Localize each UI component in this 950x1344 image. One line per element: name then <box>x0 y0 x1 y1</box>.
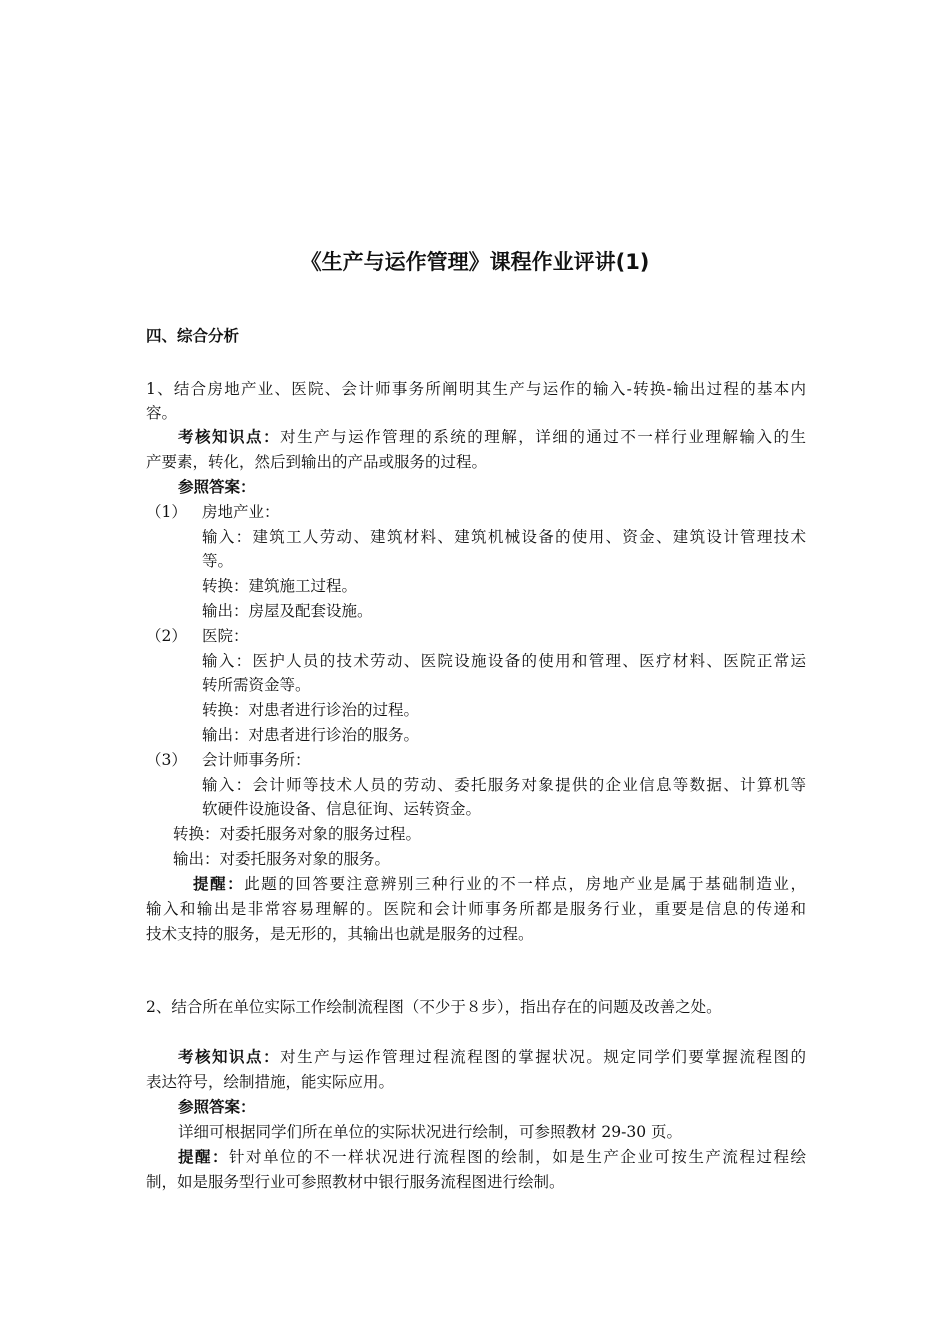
q1-item-1-input-line-1: 输入：建筑工人劳动、建筑材料、建筑机械设备的使用、资金、建筑设计管理技术 <box>202 528 806 546</box>
q1-item-2-name: 医院： <box>202 627 249 645</box>
q1-tip-text: 此题的回答要注意辨别三种行业的不一样点，房地产业是属于基础制造业， <box>244 875 806 893</box>
q1-tip-line-1 <box>193 874 806 894</box>
q1-tip-line-3: 技术支持的服务，是无形的，其输出也就是服务的过程。 <box>146 925 534 943</box>
q2-question: 2、结合所在单位实际工作绘制流程图（不少于８步），指出存在的问题及改善之处。 <box>146 998 722 1016</box>
q1-item-2-number: （2） <box>146 627 187 645</box>
q1-knowledge-label: 考核知识点： <box>178 427 281 446</box>
q1-tip-label: 提醒： <box>193 874 245 893</box>
q1-item-2-output: 输出：对患者进行诊治的服务。 <box>202 726 420 744</box>
q1-item-3-input-line-1: 输入：会计师等技术人员的劳动、委托服务对象提供的企业信息等数据、计算机等 <box>202 776 806 794</box>
q1-item-3-output: 输出：对委托服务对象的服务。 <box>173 850 391 868</box>
q2-knowledge-point-line-2: 表达符号，绘制措施，能实际应用。 <box>146 1073 395 1091</box>
q1-item-3-name: 会计师事务所： <box>202 751 311 769</box>
page-title: 《生产与运作管理》课程作业评讲(1) <box>300 250 650 274</box>
q1-item-3-input-line-2: 软硬件设施设备、信息征询、运转资金。 <box>202 800 482 818</box>
q1-item-1-number: （1） <box>146 503 187 521</box>
q1-knowledge-text: 对生产与运作管理的系统的理解，详细的通过不一样行业理解输入的生 <box>280 428 806 446</box>
q1-item-2-transform: 转换：对患者进行诊治的过程。 <box>202 701 420 719</box>
q2-knowledge-text: 对生产与运作管理过程流程图的掌握状况。规定同学们要掌握流程图的 <box>280 1048 806 1066</box>
q1-item-1-name: 房地产业： <box>202 503 280 521</box>
q2-answer-label: 参照答案： <box>178 1097 256 1116</box>
q1-question-line-2: 容。 <box>146 404 178 422</box>
q1-item-1-transform: 转换：建筑施工过程。 <box>202 577 358 595</box>
q1-question-line-1: 1、结合房地产业、医院、会计师事务所阐明其生产与运作的输入-转换-输出过程的基本内 <box>146 380 806 398</box>
q1-item-1-output: 输出：房屋及配套设施。 <box>202 602 373 620</box>
q2-answer-text: 详细可根据同学们所在单位的实际状况进行绘制，可参照教材 29-30 页。 <box>178 1123 683 1141</box>
q1-knowledge-point-line-2: 产要素，转化，然后到输出的产品或服务的过程。 <box>146 453 488 471</box>
q2-knowledge-point-line-1 <box>178 1047 806 1067</box>
q1-item-2-input-line-1: 输入：医护人员的技术劳动、医院设施设备的使用和管理、医疗材料、医院正常运 <box>202 652 806 670</box>
q1-item-3-transform: 转换：对委托服务对象的服务过程。 <box>173 825 422 843</box>
section-heading: 四、综合分析 <box>146 326 240 345</box>
q2-tip-line-2: 制，如是服务型行业可参照教材中银行服务流程图进行绘制。 <box>146 1173 565 1191</box>
q1-answer-label: 参照答案： <box>178 477 256 496</box>
q2-tip-line-1 <box>178 1147 806 1167</box>
q1-knowledge-point-line-1 <box>178 427 806 447</box>
q2-tip-label: 提醒： <box>178 1147 230 1166</box>
q1-item-2-input-line-2: 转所需资金等。 <box>202 676 311 694</box>
q1-item-3-number: （3） <box>146 751 187 769</box>
q2-tip-text: 针对单位的不一样状况进行流程图的绘制，如是生产企业可按生产流程过程绘 <box>229 1148 806 1166</box>
q1-tip-line-2: 输入和输出是非常容易理解的。医院和会计师事务所都是服务行业，重要是信息的传递和 <box>146 900 806 918</box>
q1-item-1-input-line-2: 等。 <box>202 552 234 570</box>
q2-knowledge-label: 考核知识点： <box>178 1047 281 1066</box>
